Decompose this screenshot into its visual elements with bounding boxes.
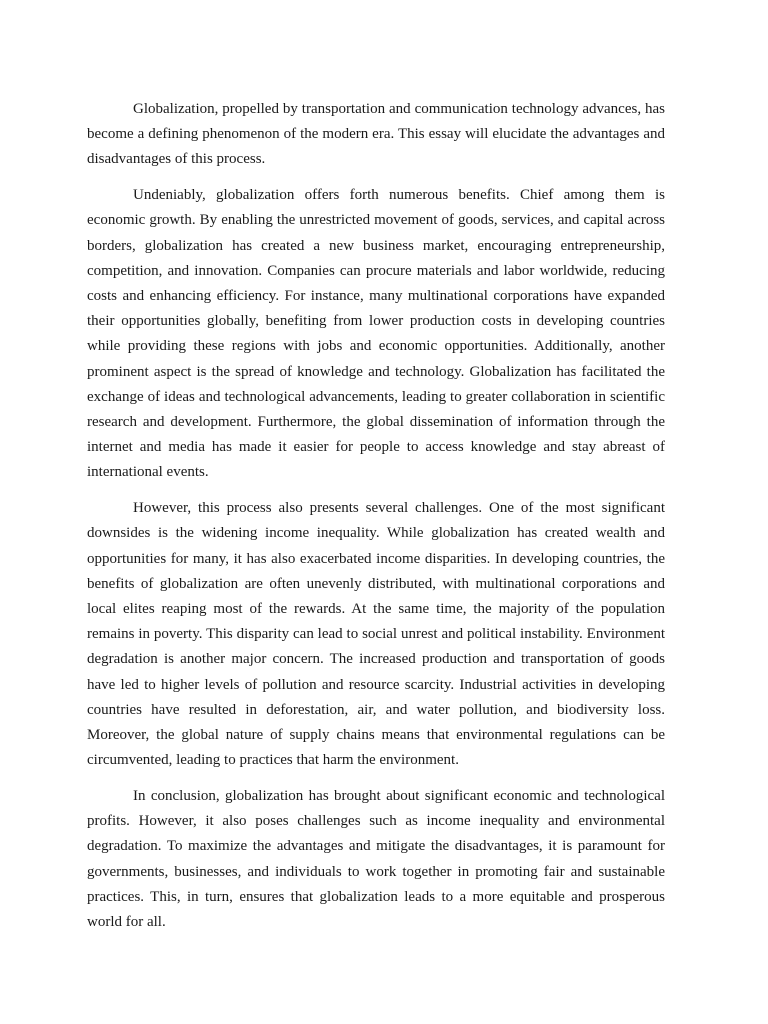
essay-body (87, 97, 665, 946)
paragraph-conclusion: In conclusion, globalization has brought about significant economic and technological profits. However, it also poses challenges such as income inequality and environmental degradation. To maximize the advantages and mitigate the disadvantages, it is paramount for governments, businesses, and individuals to work together in promoting fair and sustainable practices. This, in turn, ensures that globalization leads to a more equitable and prosperous world for all. (87, 788, 665, 931)
paragraph-benefits: Undeniably, globalization offers forth numerous benefits. Chief among them is economic growth. By enabling the unrestricted movement of goods, services, and capital across borders, globalization has created a new business market, encouraging entrepreneurship, competition, and innovation. Companies can procure materials and labor worldwide, reducing costs and enhancing efficiency. For instance, many multinational corporations have expanded their opportunities globally, benefiting from lower production costs in developing countries while providing these regions with jobs and economic opportunities. Additionally, another prominent aspect is the spread of knowledge and technology. Globalization has facilitated the exchange of ideas and technological advancements, leading to greater collaboration in scientific research and development. Furthermore, the global dissemination of information through the internet and media has made it easier for people to access knowledge and stay abreast of international events. (87, 187, 665, 481)
paragraph-introduction: Globalization, propelled by transportation and communication technology advances, has become a defining phenomenon of the modern era. This essay will elucidate the advantages and disadvantages of this process. (87, 101, 665, 168)
paragraph-challenges: However, this process also presents several challenges. One of the most significant downsides is the widening income inequality. While globalization has created wealth and opportunities for many, it has also exacerbated income disparities. In developing countries, the benefits of globalization are often unevenly distributed, with multinational corporations and local elites reaping most of the rewards. At the same time, the majority of the population remains in poverty. This disparity can lead to social unrest and political instability. Environment degradation is another major concern. The increased production and transportation of goods have led to higher levels of pollution and resource scarcity. Industrial activities in developing countries have resulted in deforestation, air, and water pollution, and biodiversity loss. Moreover, the global nature of supply chains means that environmental regulations can be circumvented, leading to practices that harm the environment. (87, 500, 665, 769)
